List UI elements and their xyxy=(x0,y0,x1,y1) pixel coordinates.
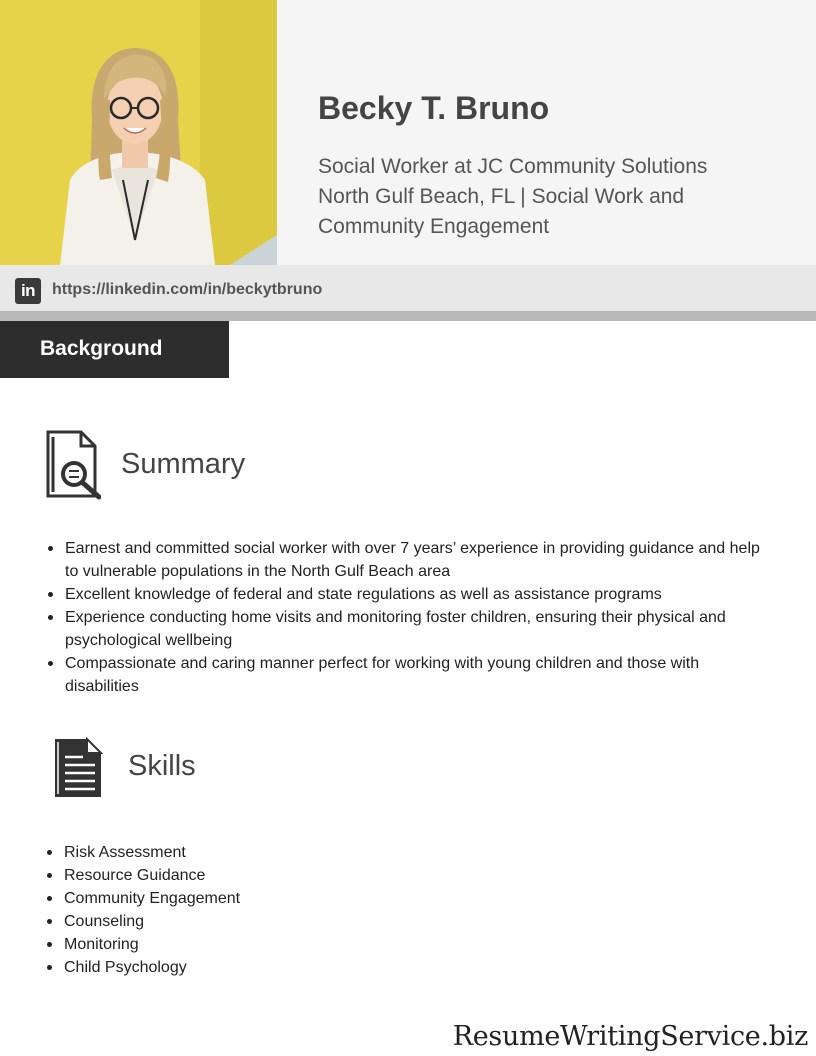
list-item: Child Psychology xyxy=(40,956,440,979)
list-item: Experience conducting home visits and monitoring foster children, ensuring their physical and psychological wellbeing xyxy=(41,606,771,652)
document-list-icon xyxy=(53,737,103,804)
list-item: Monitoring xyxy=(40,933,440,956)
list-item: Risk Assessment xyxy=(40,841,440,864)
summary-title: Summary xyxy=(121,448,246,480)
linkedin-icon[interactable]: in xyxy=(15,278,41,304)
headline-line: North Gulf Beach, FL | Social Work and xyxy=(318,185,685,208)
list-item: Resource Guidance xyxy=(40,864,440,887)
profile-photo-image xyxy=(0,0,277,265)
profile-name: Becky T. Bruno xyxy=(318,90,550,126)
list-item: Earnest and committed social worker with over 7 years’ experience in providing guidance and help to vulnerable populations in the North Gulf Beach area xyxy=(41,537,771,583)
header-panel xyxy=(277,0,816,265)
list-item: Excellent knowledge of federal and state regulations as well as assistance programs xyxy=(41,583,771,606)
headline-line: Community Engagement xyxy=(318,215,550,238)
headline-line: Social Worker at JC Community Solutions xyxy=(318,155,708,178)
footer-brand: ResumeWritingService.biz xyxy=(452,1021,808,1052)
skills-list xyxy=(40,841,440,979)
profile-headline xyxy=(318,152,788,242)
list-item: Compassionate and caring manner perfect for working with young children and those with disabilities xyxy=(41,652,771,698)
document-search-icon xyxy=(45,430,101,505)
linkedin-link[interactable]: https://linkedin.com/in/beckytbruno xyxy=(52,281,323,298)
list-item: Community Engagement xyxy=(40,887,440,910)
section-tab-label: Background xyxy=(40,337,163,360)
summary-list xyxy=(41,537,771,698)
skills-title: Skills xyxy=(128,750,196,782)
list-item: Counseling xyxy=(40,910,440,933)
divider xyxy=(0,311,816,321)
profile-photo xyxy=(0,0,277,265)
